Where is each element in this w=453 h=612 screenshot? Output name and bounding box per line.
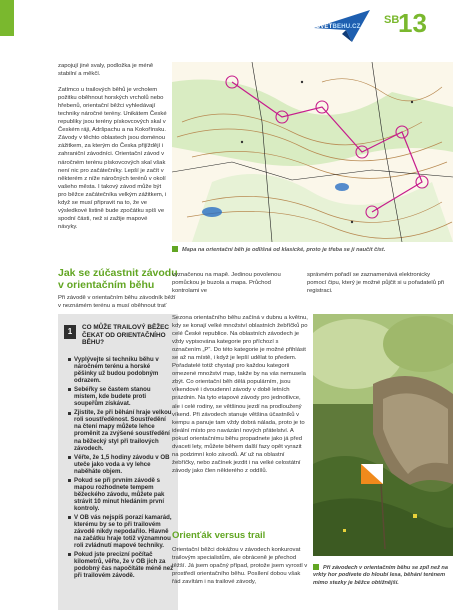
sidebar-box-header	[58, 322, 178, 350]
orienteering-map-image	[172, 62, 453, 242]
forest-control-photo	[313, 314, 453, 556]
list-item: Věřte, že 1,5 hodiny závodu v OB uteče jako voda a vy lehce naběháte objem.	[68, 454, 174, 475]
column-3-top-text: správném pořadí se zaznamenává elektronicky pomocí čipu, který je možné půjčit si u pořadatelů při registraci.	[307, 272, 445, 295]
page-edge-marker	[0, 0, 14, 36]
list-item: Pokud se při prvním závodě s mapou rozhodnete tempem běžeckého závodu, můžete pak strávit 10 minut hledáním první kontroly.	[68, 477, 174, 512]
list-item: Vyplývejte si techniku běhu v náročném terénu a horské pěšinky už budou podobným odrazem.	[68, 356, 174, 384]
page-number: 13	[398, 8, 427, 38]
caption-marker-icon	[313, 564, 319, 570]
paragraph: Zatímco u trailových běhů je vrcholem požitku oběhnout horských vrcholů nebo hřebenů, orientační běžci vyhledávají techniky náročné terény. Unikátem České republiky jsou terény pískovcových skal v Českém ráji, Adršpachu a na Kokořínsku. Závody v těchto oblastech jsou doménou zážitkem, za kterým do Česka přijíždějí i zahraniční závodníci. Orientační závod v náročném terénu pískovcových skal však není nic pro začátečníky. Lepší je začít v některém z níže náročných terénů v okolí vašeho města. I takový závod může být pro běžce začátečníka velkým zážitkem, i když se musí připravit na to, že ve výsledkové listině bude zpočátku spíš ve spodní části, než si zažije mapové návyky.	[58, 87, 167, 230]
list-item: Sebéřky se častem stanou místem, kde budete proti soupeřům získávat.	[68, 386, 174, 407]
subheading: Orienťák versus trail	[172, 530, 266, 541]
column-2-bottom-text: Orientační běžci dokážou v závodech konkurovat trailovým specialistům, ale obráceně je přechod těžší. Já jsem opačný případ, protože jsem vyrostl v prostředí orientačního běhu. Posílení dobou však řád zavítám i na trailové závody,	[172, 547, 308, 586]
sidebar-box-title: CO MŮŽE TRAILOVÝ BĚŽEC ČEKAT OD ORIENTAČNÍHO BĚHU?	[82, 324, 169, 347]
caption-marker-icon	[172, 246, 178, 252]
map-caption: Mapa na orientační běh je odlišná od klasické, proto je třeba se ji naučit číst.	[172, 246, 422, 253]
photo-caption: Při závodech v orientačním běhu se zpíl než na vrkty hor podívete do hloubí lesa, běhání terénem mimo stezky je běžce obtížnější.	[313, 565, 448, 586]
logo-wordmark: SVETBEHU.CZ	[316, 24, 361, 30]
list-item: Pokud jste precizní počítač kilometrů, věřte, že v OB jich za podobný čas napočítáte méně než při trailovém závodě.	[68, 551, 174, 579]
section-tag: SB	[384, 14, 400, 26]
list-item: Zjistíte, že při běhání hraje velkou roli soustředěnost. Soustředění na čtení mapy můžete lehce proměnit za zvýšené soustředění na běžecký styl při trailových závodech.	[68, 409, 174, 451]
paragraph: zapojují jiné svaly, podložka je méně stabilní a měkčí.	[58, 63, 154, 78]
intro-paragraph: Při závodě v orientačním běhu závodník běží v neznámém terénu a musí oběhnout trať	[58, 295, 176, 310]
sidebar-box-list	[68, 356, 174, 581]
sidebar-box	[58, 314, 178, 610]
svetbehu-logo	[312, 8, 372, 44]
column-2-text: Sezona orientačního běhu začíná v dubnu a květnu, kdy se konají velké množství oblastních žebříčků po celé České republice. Na oblastních závodech je vždy vypisována kategorie pro příchozí s označením „P“. Do této kategorie je možné přihlásit se až na místě, i když je lepší udělat to předem. Pořadatelé totiž chystají pro každou kategorii omezené množství map, takže by na vás nemusela zbýt. Co orientační běh dělá populárním, jsou víkendové i dvoudenní závody v době letních prázdnin. Na tyto etapové závody pro jednotlivce, ale i celé rodiny, se většinou jezdí na prodloužený víkend. Při závodech stanuje většina účastníků v kempu a panuje tam vždy dobrá nálada, proto je to ideální místo pro navázání nových přátelství. A pokud orientačnímu běhu propadnete jako já před dvaceti lety, můžete během další fazy opět vyrazit na podzimní kolo závodů. Ať už na oblastní žebříčky, nebo začínek jezdit i na velké celostátní závody jako člen některého z oddílů.	[172, 315, 308, 474]
column-1	[58, 62, 168, 239]
list-item: V OB vás nejspíš porazí kamarád, kterému by se to při trailovém závodě nikdy nepodařilo. Hlavně na začátku hraje totiž významnou roli zvládnutí mapové techniky.	[68, 514, 174, 549]
sidebar-box-number: 1	[64, 325, 76, 339]
column-2-top-text: vyznačenou na mapě. Jedinou povolenou pomůckou je buzola a mapa. Průchod kontrolami ve	[172, 272, 281, 295]
section-heading: Jak se zúčastnit závodu v orientačním běhu	[58, 267, 178, 291]
